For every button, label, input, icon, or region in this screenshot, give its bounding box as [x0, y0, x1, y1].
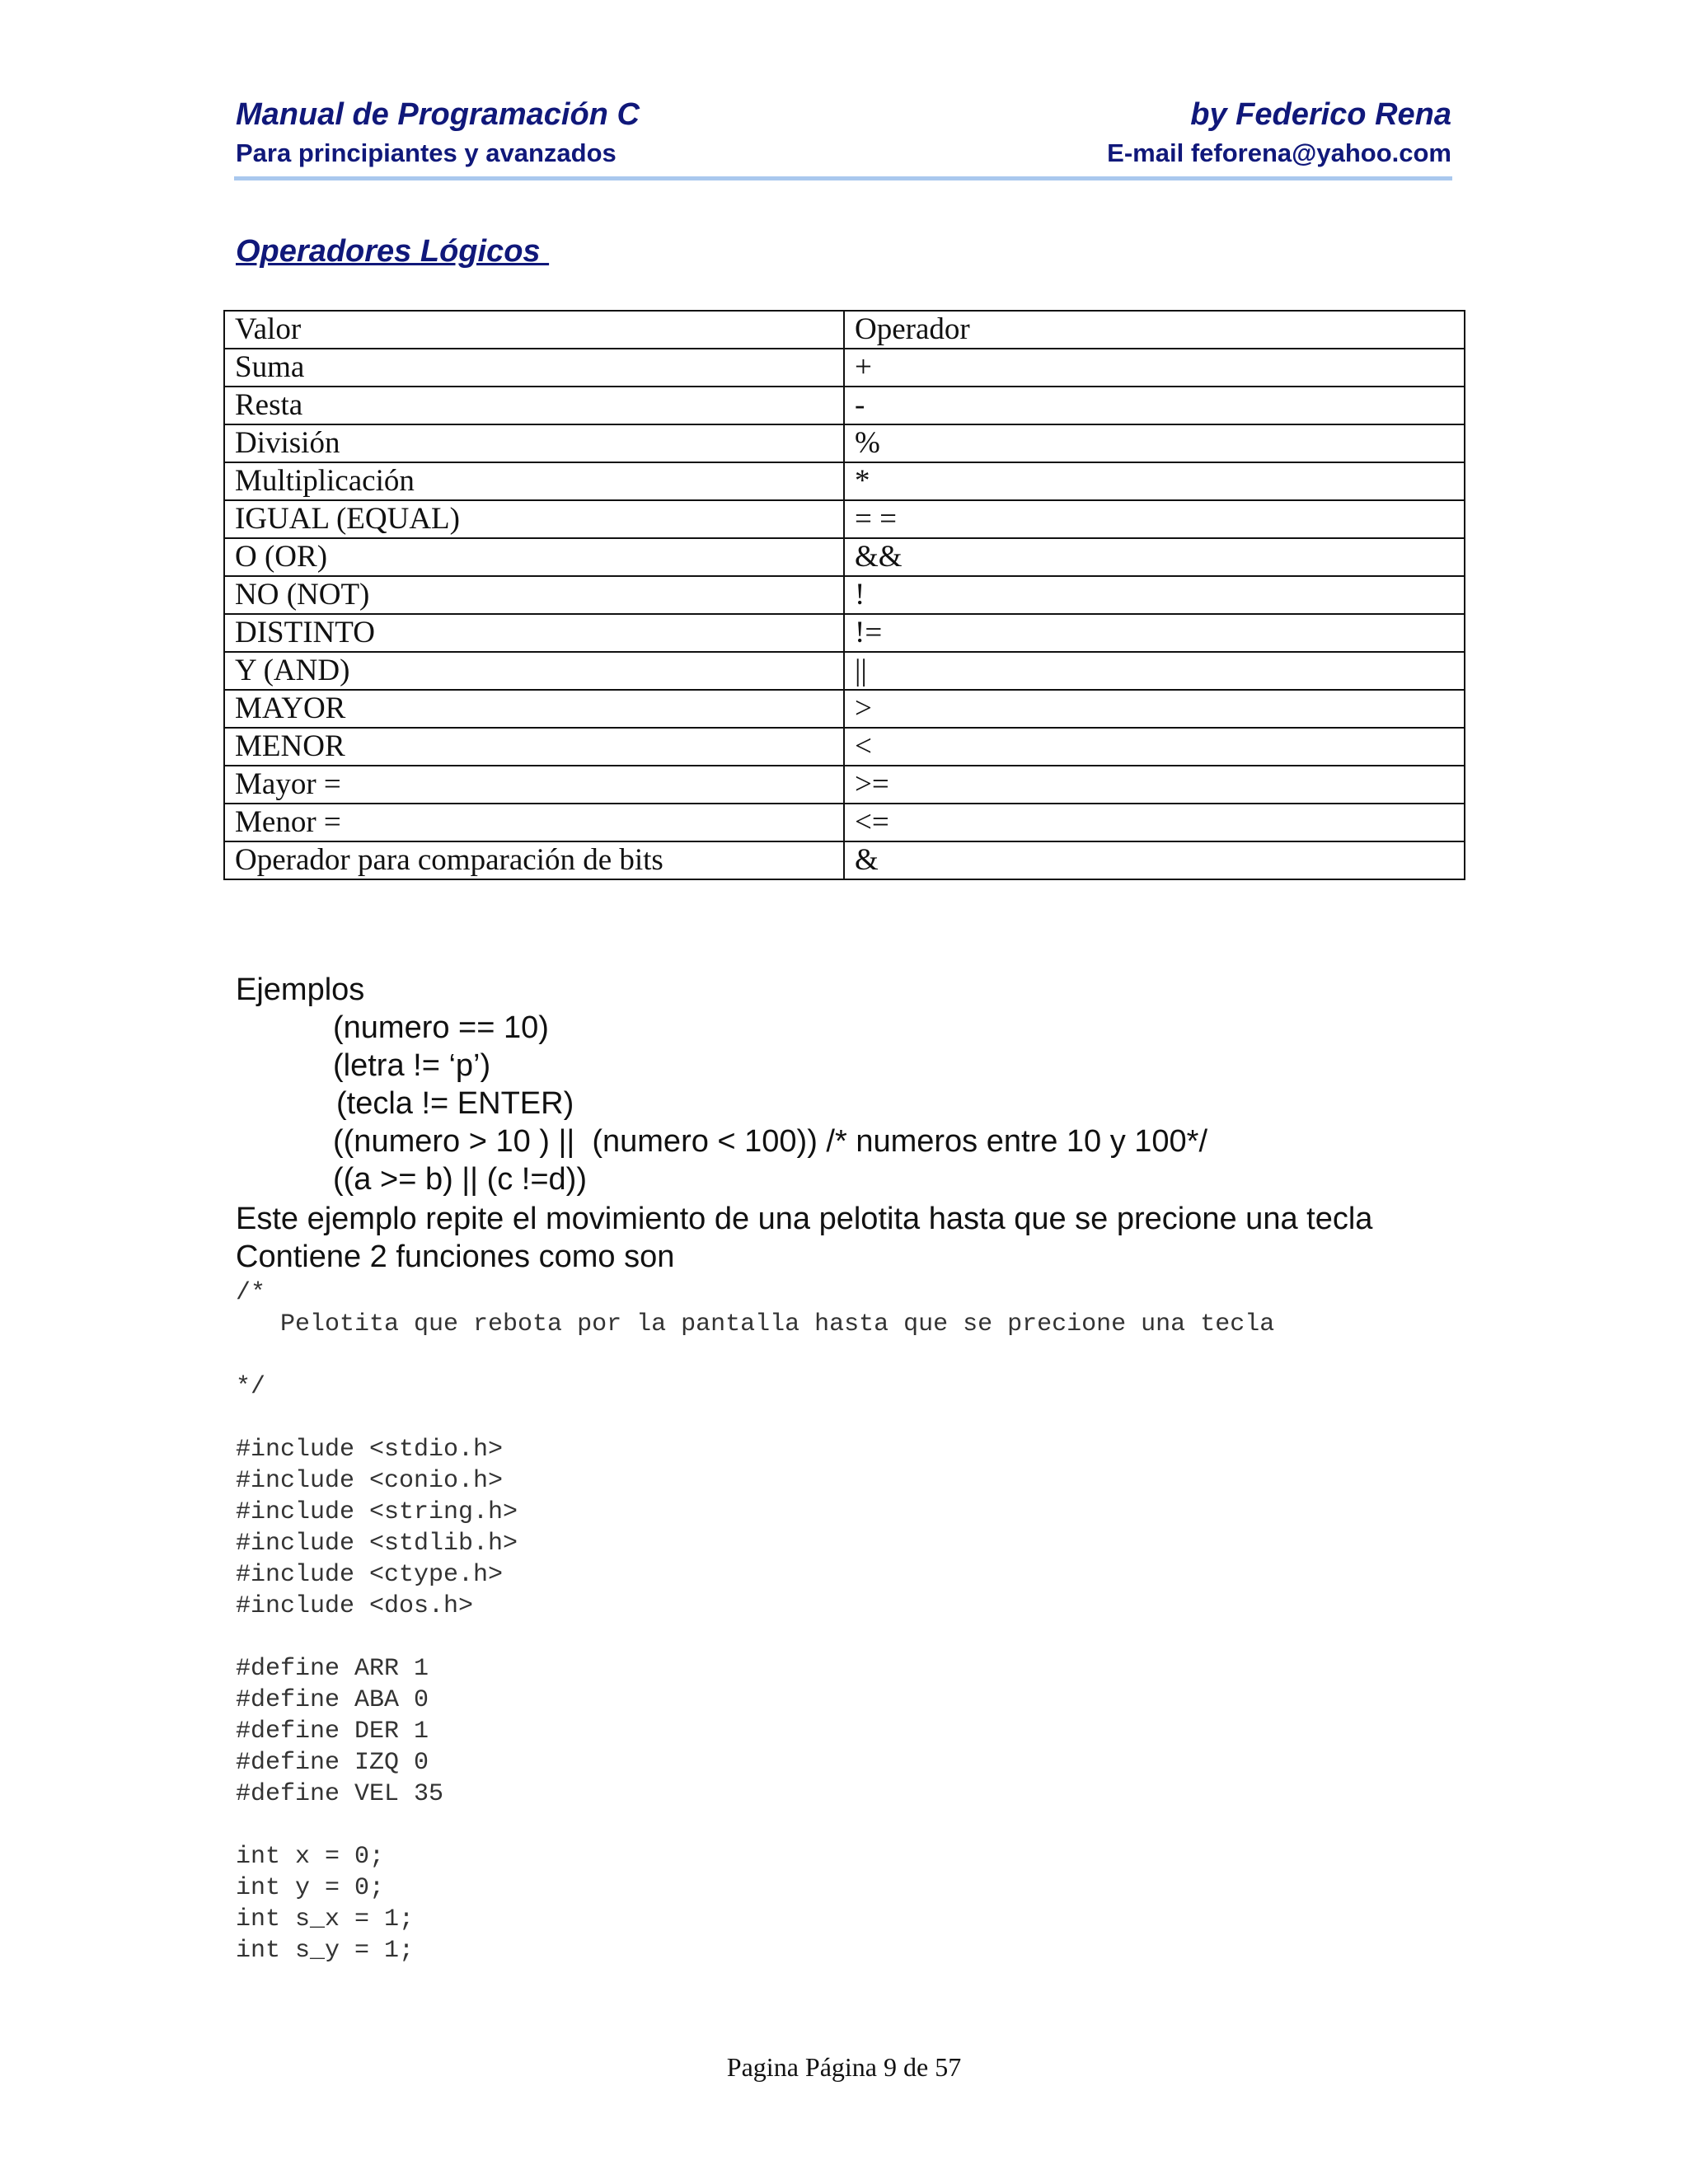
table-row — [224, 462, 1465, 500]
table-row — [224, 728, 1465, 766]
page-footer: Pagina Página 9 de 57 — [726, 2052, 962, 2082]
table-cell-operator: || — [844, 652, 1465, 690]
table-header-cell: Valor — [224, 311, 844, 349]
header-subtitle: Para principiantes y avanzados — [236, 138, 617, 167]
description-line: Contiene 2 funciones como son — [236, 1240, 675, 1274]
table-cell-value: Resta — [224, 387, 844, 424]
table-cell-operator: & — [844, 841, 1465, 879]
table-cell-value: Operador para comparación de bits — [224, 841, 844, 879]
examples-block — [236, 971, 1207, 1198]
table-cell-value: Menor = — [224, 804, 844, 841]
table-cell-operator: != — [844, 614, 1465, 652]
table-cell-operator: * — [844, 462, 1465, 500]
table-cell-operator: = = — [844, 500, 1465, 538]
table-cell-value: NO (NOT) — [224, 576, 844, 614]
table-header-cell: Operador — [844, 311, 1465, 349]
table-row — [224, 690, 1465, 728]
example-line: ((a >= b) || (c !=d)) — [333, 1162, 587, 1197]
table-cell-operator: <= — [844, 804, 1465, 841]
table-cell-operator: < — [844, 728, 1465, 766]
table-cell-value: Suma — [224, 349, 844, 387]
table-row — [224, 841, 1465, 879]
table-row — [224, 766, 1465, 804]
code-listing: /* Pelotita que rebota por la pantalla hasta que se precione una tecla */ #include <stdio.h> #include <conio.h> #include <string.h> #include <stdlib.h> #include <ctype.h> #include <dos.h> #define ARR 1 #define ABA 0 #define DER 1 #define IZQ 0 #define VEL 35 int x = 0; int y = 0; int s_x = 1; int s_y = 1; — [236, 1279, 1275, 1965]
table-cell-value: O (OR) — [224, 538, 844, 576]
header-divider — [234, 176, 1452, 180]
section-title: Operadores Lógicos — [236, 234, 550, 269]
example-line: (tecla != ENTER) — [336, 1086, 574, 1121]
table-row — [224, 614, 1465, 652]
table-cell-operator: - — [844, 387, 1465, 424]
operators-table — [223, 310, 1465, 880]
table-cell-value: IGUAL (EQUAL) — [224, 500, 844, 538]
table-row — [224, 804, 1465, 841]
table-row — [224, 349, 1465, 387]
description-line: Este ejemplo repite el movimiento de una pelotita hasta que se precione una tecla — [236, 1202, 1373, 1236]
header-author: by Federico Rena — [1190, 97, 1451, 132]
table-cell-operator: % — [844, 424, 1465, 462]
table-header-row — [224, 311, 1465, 349]
table-cell-value: MENOR — [224, 728, 844, 766]
table-cell-operator: + — [844, 349, 1465, 387]
example-line: (numero == 10) — [333, 1010, 549, 1045]
examples-heading: Ejemplos — [236, 972, 365, 1007]
table-row — [224, 500, 1465, 538]
table-cell-value: Multiplicación — [224, 462, 844, 500]
table-cell-value: MAYOR — [224, 690, 844, 728]
header-email: E-mail feforena@yahoo.com — [1107, 138, 1451, 167]
table-cell-value: División — [224, 424, 844, 462]
table-cell-value: Y (AND) — [224, 652, 844, 690]
table-cell-value: DISTINTO — [224, 614, 844, 652]
example-line: ((numero > 10 ) || (numero < 100)) /* numeros entre 10 y 100*/ — [333, 1124, 1208, 1159]
table-cell-value: Mayor = — [224, 766, 844, 804]
table-row — [224, 652, 1465, 690]
table-row — [224, 538, 1465, 576]
table-row — [224, 424, 1465, 462]
table-row — [224, 576, 1465, 614]
table-cell-operator: ! — [844, 576, 1465, 614]
table-cell-operator: >= — [844, 766, 1465, 804]
description-text — [236, 1200, 1372, 1276]
example-line: (letra != ‘p’) — [333, 1048, 491, 1083]
table-cell-operator: > — [844, 690, 1465, 728]
table-row — [224, 387, 1465, 424]
table-cell-operator: && — [844, 538, 1465, 576]
header-title: Manual de Programación C — [236, 97, 640, 132]
